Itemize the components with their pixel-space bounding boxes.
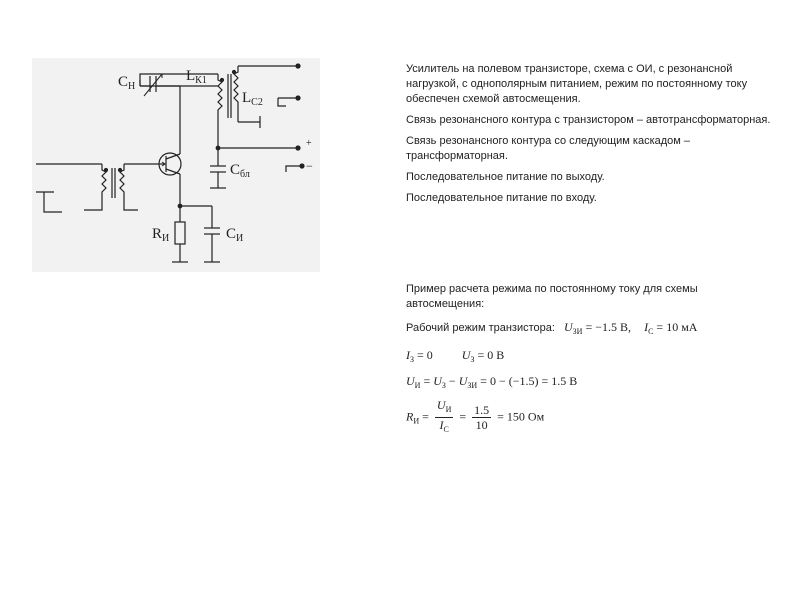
input-secondary-ground (124, 198, 138, 210)
gate-equation-line: $I_З = 0$ $U_З = 0$ В (406, 348, 505, 364)
operating-mode-line: Рабочий режим транзистора: $U_{ЗИ} = -1.5$ В, $I_С = 10$ мА (406, 320, 698, 336)
i-c-value: = 10 мА (656, 320, 698, 334)
label-cbl-sub: бл (240, 169, 250, 180)
label-minus: − (306, 159, 313, 173)
calculation-heading: Пример расчета режима по постоянному току для схемы автосмещения: (406, 283, 698, 310)
label-lc2: L (242, 90, 252, 106)
r-i-result: = 150 Ом (497, 409, 545, 424)
i-z-value: = 0 (417, 348, 433, 362)
description-paragraph: Связь резонансного контура со следующим каскадом – трансформаторная. (406, 135, 691, 162)
u-z-value: = 0 В (477, 348, 505, 362)
operating-mode-label: Рабочий режим транзистора: (406, 322, 555, 334)
input-ground-wire (44, 192, 62, 212)
label-lk1: L (186, 68, 196, 84)
description-paragraph: Последовательное питание по выходу. (406, 171, 605, 183)
label-ci: C (226, 226, 237, 242)
description-paragraph: Связь резонансного контура с транзистором – автотрансформаторная. (406, 114, 771, 126)
label-cn: C (118, 74, 129, 90)
u-zi-value: = −1.5 В, (585, 320, 632, 334)
label-ri: R (152, 226, 163, 242)
description-paragraph: Усилитель на полевом транзисторе, схема с ОИ, с резонансной нагрузкой, с однополярным питанием, режим по постоянному току обеспечен схемой автосмещения. (406, 63, 748, 105)
label-ci-sub: И (236, 233, 244, 244)
input-primary-ground (84, 198, 102, 210)
calculation-section (406, 282, 778, 468)
label-lk1-sub: К1 (195, 75, 207, 86)
description-paragraph: Последовательное питание по входу. (406, 192, 597, 204)
label-lc2-sub: С2 (251, 97, 263, 108)
fraction-denominator: 10 (475, 418, 488, 432)
fraction-numerator: 1.5 (474, 403, 490, 417)
label-cbl: C (230, 162, 241, 178)
label-cn-sub: Н (128, 81, 136, 92)
coupling-coil-lc2 (234, 66, 238, 122)
schematic-diagram (32, 58, 320, 272)
label-ri-sub: И (162, 233, 170, 244)
u-i-value: = 0 − (−1.5) = 1.5 В (480, 374, 578, 388)
source-resistor (175, 222, 185, 244)
source-resistor-equation: $R_И$ = $\frac{U_И}{I_С}$ = $\frac{1.5}{10}$ = 150 Ом (406, 398, 545, 434)
source-voltage-equation: $U_И = U_З - U_{ЗИ} = 0 - (-1.5) = 1.5$ В (406, 374, 578, 390)
description-text (406, 62, 778, 212)
label-plus: + (306, 138, 312, 149)
